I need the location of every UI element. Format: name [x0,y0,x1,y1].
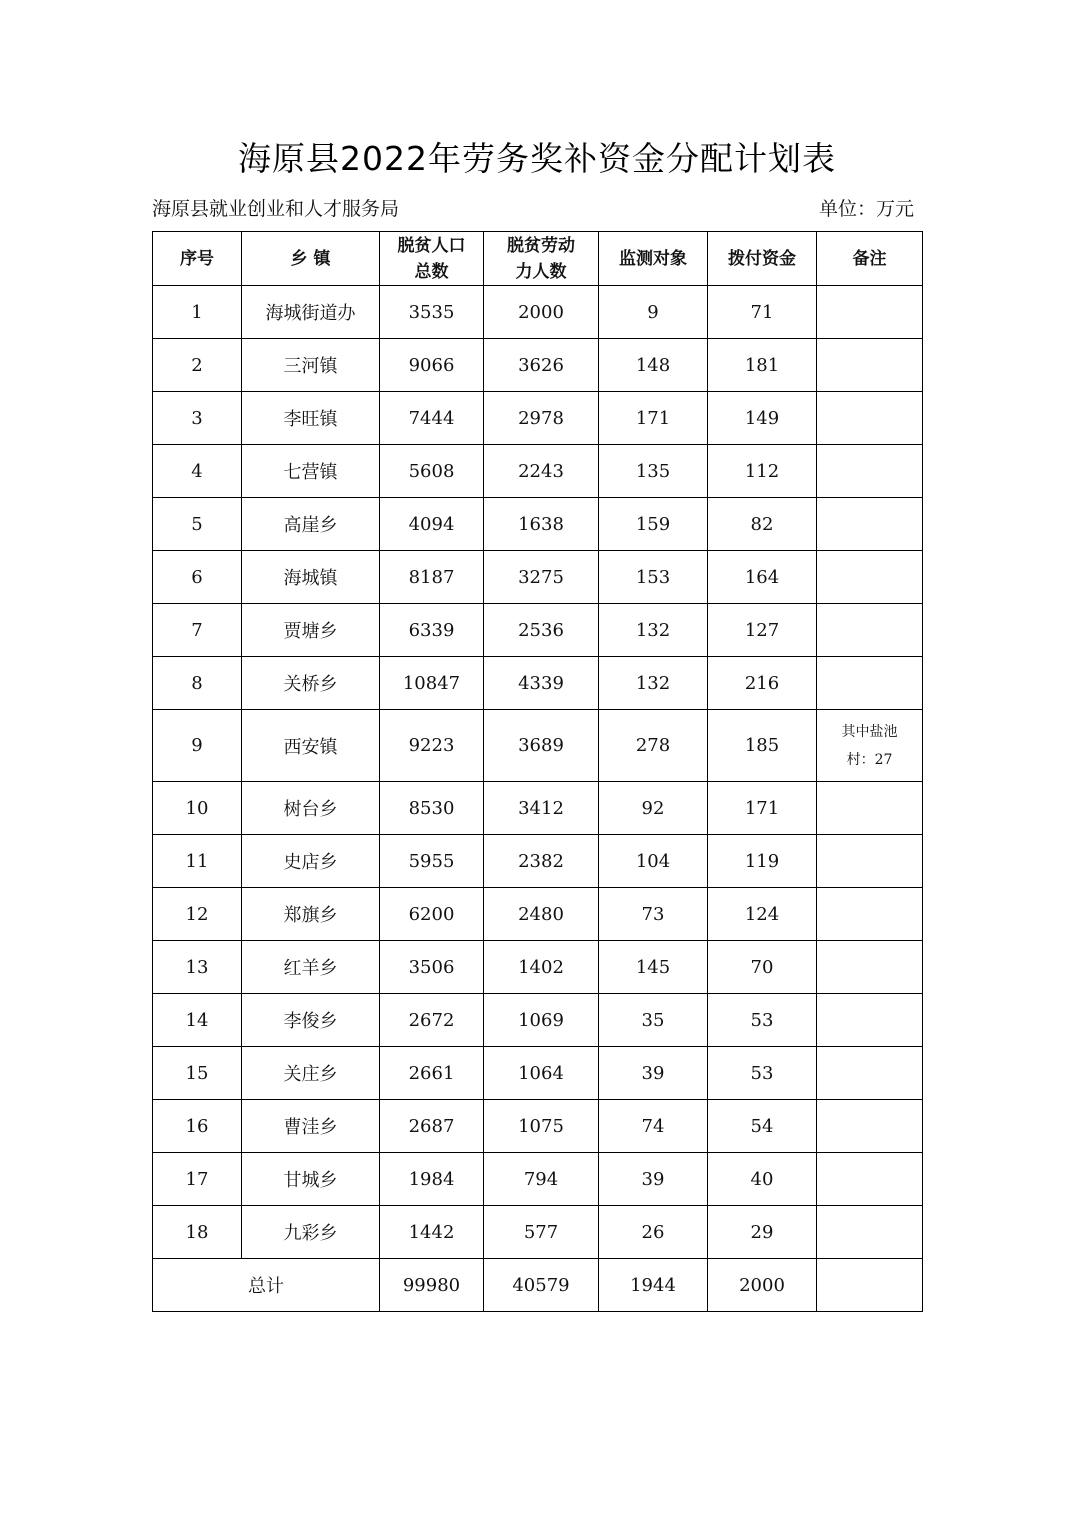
cell-seq: 8 [153,657,242,710]
cell-labor: 3626 [484,339,599,392]
cell-monitor: 35 [599,994,708,1047]
total-note [817,1259,923,1312]
table-row [153,392,923,445]
cell-labor: 1075 [484,1100,599,1153]
cell-town: 九彩乡 [242,1206,380,1259]
total-row [153,1259,923,1312]
cell-population: 8530 [380,782,484,835]
cell-fund: 149 [708,392,817,445]
cell-population: 6200 [380,888,484,941]
header-labor [484,232,599,286]
issuing-organization: 海原县就业创业和人才服务局 [152,198,400,220]
cell-note [817,941,923,994]
cell-note [817,657,923,710]
cell-note [817,710,923,782]
cell-population: 4094 [380,498,484,551]
cell-fund: 71 [708,286,817,339]
cell-seq: 13 [153,941,242,994]
cell-labor: 1402 [484,941,599,994]
cell-labor: 1064 [484,1047,599,1100]
cell-fund: 119 [708,835,817,888]
cell-fund: 53 [708,994,817,1047]
cell-fund: 185 [708,710,817,782]
table-row [153,1047,923,1100]
cell-labor: 2382 [484,835,599,888]
cell-seq: 17 [153,1153,242,1206]
cell-population: 3535 [380,286,484,339]
cell-town: 关庄乡 [242,1047,380,1100]
cell-monitor: 39 [599,1153,708,1206]
cell-fund: 82 [708,498,817,551]
cell-fund: 127 [708,604,817,657]
table-header [153,232,923,286]
cell-population: 3506 [380,941,484,994]
header-labor-line2: 力人数 [515,261,567,282]
cell-population: 2672 [380,994,484,1047]
cell-labor: 1638 [484,498,599,551]
total-monitor: 1944 [599,1259,708,1312]
cell-labor: 4339 [484,657,599,710]
cell-monitor: 278 [599,710,708,782]
cell-seq: 11 [153,835,242,888]
cell-town: 海城镇 [242,551,380,604]
cell-town: 高崖乡 [242,498,380,551]
cell-fund: 164 [708,551,817,604]
cell-monitor: 132 [599,657,708,710]
total-fund: 2000 [708,1259,817,1312]
cell-labor: 3275 [484,551,599,604]
cell-labor: 3689 [484,710,599,782]
cell-note [817,604,923,657]
cell-population: 9223 [380,710,484,782]
table-row [153,888,923,941]
cell-monitor: 153 [599,551,708,604]
cell-fund: 29 [708,1206,817,1259]
cell-seq: 9 [153,710,242,782]
cell-monitor: 26 [599,1206,708,1259]
cell-fund: 216 [708,657,817,710]
total-population: 99980 [380,1259,484,1312]
cell-seq: 16 [153,1100,242,1153]
cell-note [817,392,923,445]
cell-note [817,1047,923,1100]
table-row [153,1100,923,1153]
allocation-table [152,231,923,1312]
cell-fund: 124 [708,888,817,941]
cell-town: 曹洼乡 [242,1100,380,1153]
table-body [153,286,923,1312]
cell-town: 贾塘乡 [242,604,380,657]
cell-note [817,498,923,551]
table-row [153,835,923,888]
header-row [153,232,923,286]
cell-fund: 53 [708,1047,817,1100]
cell-monitor: 9 [599,286,708,339]
table-row [153,339,923,392]
header-fund: 拨付资金 [708,232,817,286]
header-seq: 序号 [153,232,242,286]
cell-note [817,286,923,339]
cell-seq: 10 [153,782,242,835]
cell-town: 李旺镇 [242,392,380,445]
header-town: 乡 镇 [242,232,380,286]
cell-labor: 2000 [484,286,599,339]
cell-note [817,835,923,888]
cell-town: 关桥乡 [242,657,380,710]
cell-monitor: 171 [599,392,708,445]
cell-seq: 5 [153,498,242,551]
table-row [153,994,923,1047]
cell-monitor: 74 [599,1100,708,1153]
cell-note [817,888,923,941]
cell-monitor: 39 [599,1047,708,1100]
table-row [153,286,923,339]
cell-note [817,1153,923,1206]
header-monitor: 监测对象 [599,232,708,286]
cell-note [817,1206,923,1259]
cell-monitor: 73 [599,888,708,941]
cell-seq: 2 [153,339,242,392]
table-row [153,445,923,498]
cell-fund: 181 [708,339,817,392]
cell-population: 1442 [380,1206,484,1259]
cell-seq: 12 [153,888,242,941]
cell-monitor: 145 [599,941,708,994]
cell-town: 西安镇 [242,710,380,782]
cell-labor: 2978 [484,392,599,445]
table-row [153,551,923,604]
cell-seq: 6 [153,551,242,604]
cell-seq: 14 [153,994,242,1047]
cell-town: 李俊乡 [242,994,380,1047]
cell-population: 8187 [380,551,484,604]
cell-population: 2661 [380,1047,484,1100]
cell-monitor: 92 [599,782,708,835]
cell-labor: 794 [484,1153,599,1206]
cell-note [817,782,923,835]
cell-population: 5608 [380,445,484,498]
cell-labor: 2243 [484,445,599,498]
cell-fund: 171 [708,782,817,835]
cell-seq: 15 [153,1047,242,1100]
note-text: 其中盐池村：27 [841,723,898,768]
cell-fund: 54 [708,1100,817,1153]
cell-population: 7444 [380,392,484,445]
unit-label: 单位：万元 [818,198,914,220]
cell-note [817,551,923,604]
cell-labor: 2480 [484,888,599,941]
table-row [153,1153,923,1206]
cell-town: 七营镇 [242,445,380,498]
cell-labor: 3412 [484,782,599,835]
cell-fund: 112 [708,445,817,498]
table-row [153,710,923,782]
cell-seq: 1 [153,286,242,339]
cell-monitor: 132 [599,604,708,657]
cell-population: 5955 [380,835,484,888]
cell-monitor: 148 [599,339,708,392]
cell-town: 海城街道办 [242,286,380,339]
table-row [153,1206,923,1259]
cell-note [817,994,923,1047]
cell-monitor: 159 [599,498,708,551]
cell-fund: 70 [708,941,817,994]
table-row [153,604,923,657]
cell-seq: 18 [153,1206,242,1259]
header-population-line1: 脱贫人口 [397,235,466,256]
header-population-line2: 总数 [414,261,449,282]
cell-town: 甘城乡 [242,1153,380,1206]
cell-town: 树台乡 [242,782,380,835]
cell-population: 2687 [380,1100,484,1153]
total-label: 总计 [153,1259,380,1312]
cell-town: 红羊乡 [242,941,380,994]
cell-seq: 7 [153,604,242,657]
header-population [380,232,484,286]
cell-monitor: 104 [599,835,708,888]
cell-fund: 40 [708,1153,817,1206]
cell-note [817,339,923,392]
cell-seq: 4 [153,445,242,498]
cell-monitor: 135 [599,445,708,498]
cell-population: 6339 [380,604,484,657]
header-labor-line1: 脱贫劳动 [507,235,575,256]
table-row [153,941,923,994]
total-labor: 40579 [484,1259,599,1312]
cell-town: 史店乡 [242,835,380,888]
cell-note [817,445,923,498]
page-title: 海原县2022年劳务奖补资金分配计划表 [238,139,836,178]
table-row [153,498,923,551]
cell-labor: 1069 [484,994,599,1047]
cell-population: 1984 [380,1153,484,1206]
cell-population: 9066 [380,339,484,392]
cell-town: 郑旗乡 [242,888,380,941]
cell-note [817,1100,923,1153]
cell-town: 三河镇 [242,339,380,392]
cell-labor: 2536 [484,604,599,657]
cell-seq: 3 [153,392,242,445]
cell-labor: 577 [484,1206,599,1259]
cell-population: 10847 [380,657,484,710]
table-row [153,782,923,835]
table-row [153,657,923,710]
header-note: 备注 [817,232,923,286]
